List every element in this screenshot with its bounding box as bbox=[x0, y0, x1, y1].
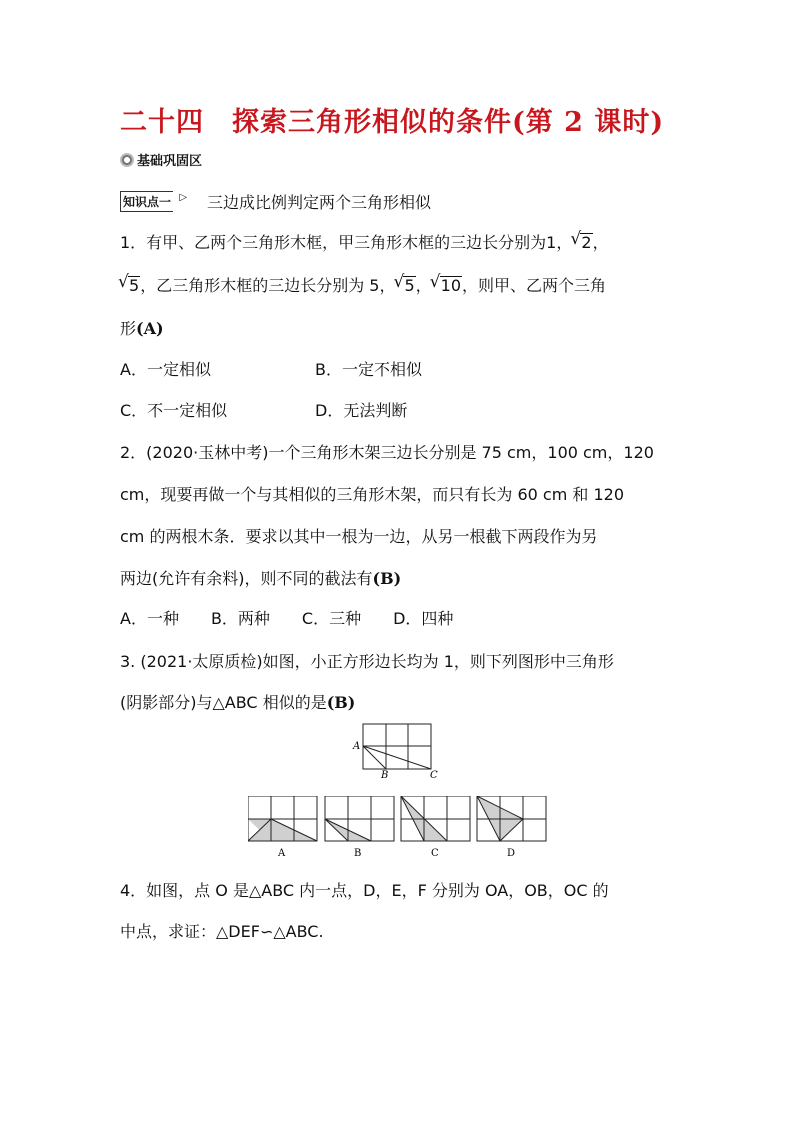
sqrt-5b: √ 5 bbox=[403, 276, 415, 295]
q2-line4: 两边(允许有余料)，则不同的截法有(B) bbox=[120, 569, 402, 588]
label-c: C bbox=[430, 770, 438, 781]
q1-line3: 形(A) bbox=[120, 319, 164, 338]
choice-label-b: B bbox=[354, 848, 362, 859]
q2-answer: (B) bbox=[372, 569, 402, 588]
q4-line2: 中点，求证：△DEF∽△ABC. bbox=[120, 922, 324, 941]
q1-answer: (A) bbox=[136, 319, 164, 338]
choice-label-d: D bbox=[507, 848, 516, 859]
q1-line2: √ 5，乙三角形木框的三边长分别为 5，√ 5，√ 10，则甲、乙两个三角 bbox=[120, 273, 606, 296]
q2-options: A．一种 B．两种 C．三种 D．四种 bbox=[120, 609, 454, 628]
q4-line1: 4．如图，点 O 是△ABC 内一点，D，E，F 分别为 OA，OB，OC 的 bbox=[120, 881, 609, 900]
choice-label-c: C bbox=[431, 848, 439, 859]
q2-line2: cm，现要再做一个与其相似的三角形木架，而只有长为 60 cm 和 120 bbox=[120, 485, 625, 504]
knowledge-point-text: 三边成比例判定两个三角形相似 bbox=[207, 193, 432, 212]
knowledge-point bbox=[120, 190, 431, 213]
knowledge-point-tag: 知识点一 ▷ bbox=[120, 191, 173, 212]
choice-label-a: A bbox=[278, 848, 286, 859]
q3-line1: 3. (2021·太原质检)如图，小正方形边长均为 1，则下列图形中三角形 bbox=[120, 652, 614, 671]
q1-option-c: C．不一定相似 bbox=[120, 401, 228, 420]
choice-b-figure bbox=[325, 796, 394, 841]
q1-option-d: D．无法判断 bbox=[315, 401, 408, 420]
q3-answer: (B) bbox=[326, 693, 356, 712]
q2-line1: 2．(2020·玉林中考)一个三角形木架三边长分别是 75 cm，100 cm，120 bbox=[120, 443, 654, 462]
choice-a-figure bbox=[248, 796, 317, 841]
q1-option-a: A．一定相似 bbox=[120, 360, 211, 379]
q3-line2: (阴影部分)与△ABC 相似的是(B) bbox=[120, 693, 356, 712]
section-label: 基础巩固区 bbox=[137, 154, 203, 169]
q1-option-b: B．一定不相似 bbox=[315, 360, 422, 379]
sqrt-5: √ 5 bbox=[128, 276, 140, 295]
gear-icon bbox=[120, 153, 134, 167]
choice-d-figure bbox=[477, 796, 546, 841]
q1-line1: 1．有甲、乙两个三角形木框，甲三角形木框的三边长分别为1，√ 2， bbox=[120, 230, 609, 253]
label-b: B bbox=[381, 770, 389, 781]
sqrt-10: √ 10 bbox=[440, 276, 462, 295]
sqrt-2: √ 2 bbox=[580, 233, 592, 252]
section-header bbox=[120, 150, 202, 169]
page-title: 二十四 探索三角形相似的条件(第 2 课时) bbox=[120, 107, 665, 138]
label-a: A bbox=[353, 741, 361, 752]
q3-main-figure bbox=[350, 720, 450, 782]
q2-line3: cm 的两根木条．要求以其中一根为一边，从另一根截下两段作为另 bbox=[120, 527, 598, 546]
choice-c-figure bbox=[401, 796, 470, 841]
q3-choice-figures bbox=[248, 796, 548, 860]
